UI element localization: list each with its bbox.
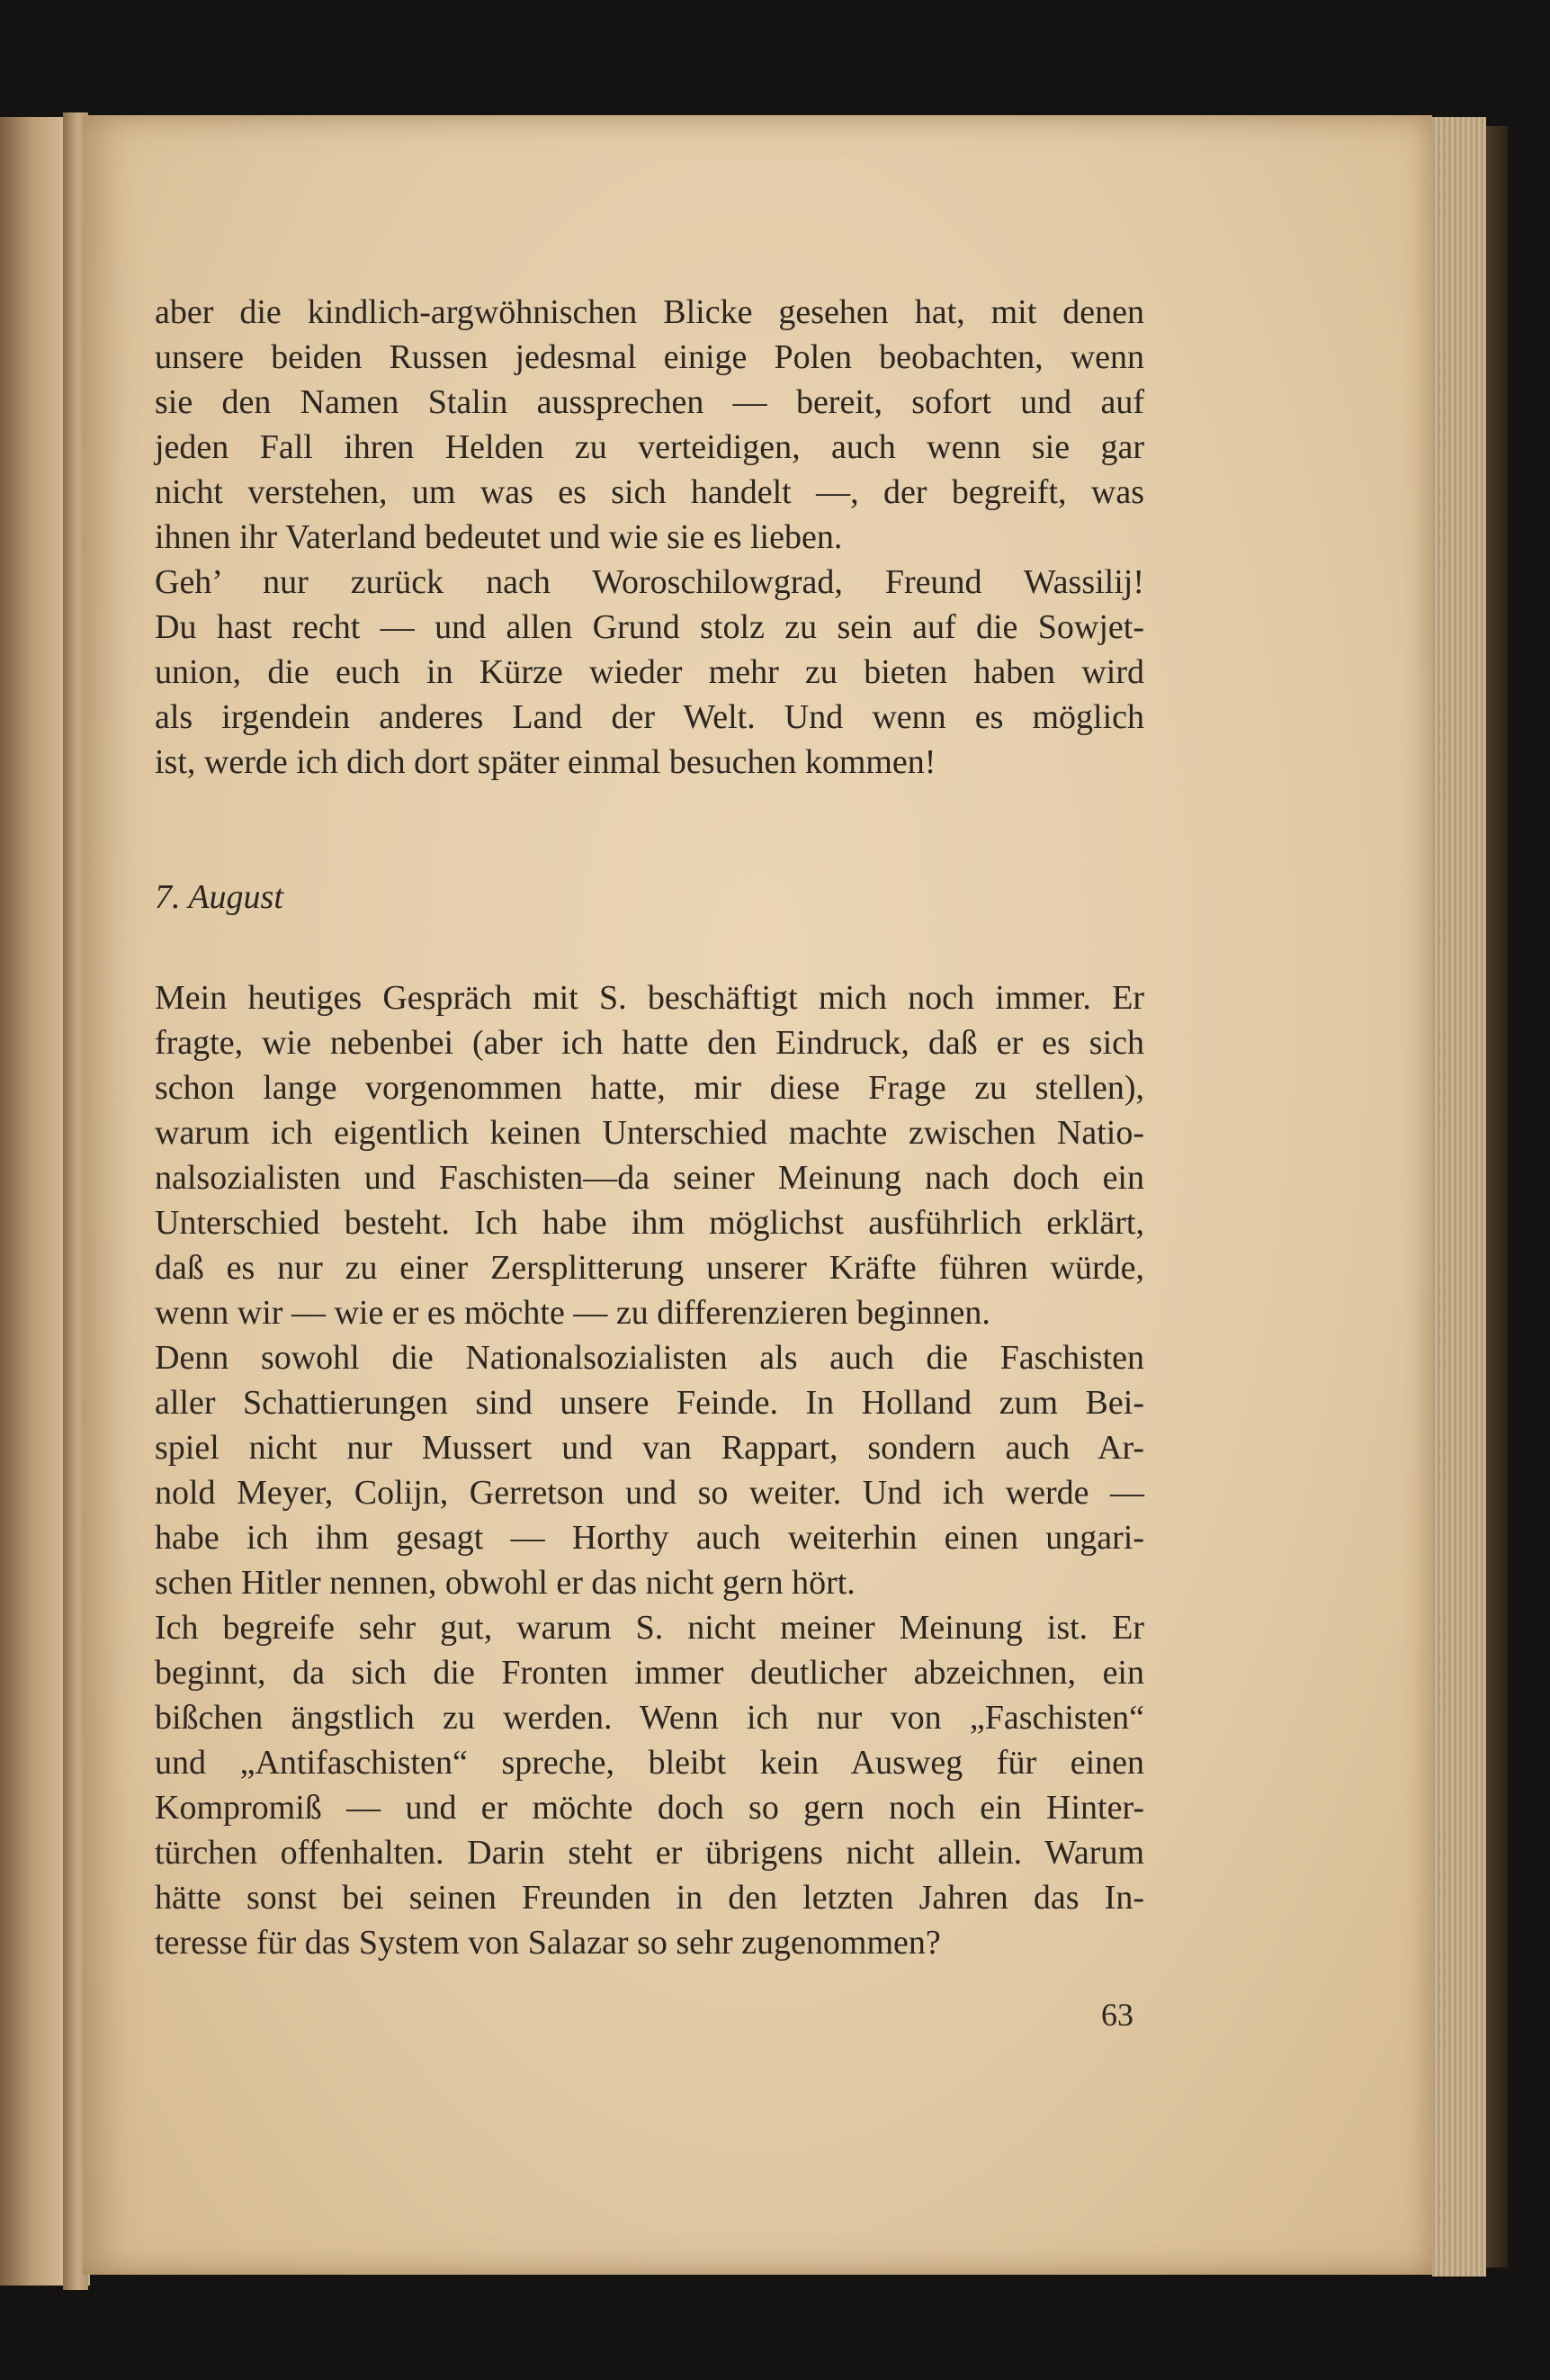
text-line: und „Antifaschisten“ spreche, bleibt kein Ausweg für einen xyxy=(155,1744,1144,1782)
text-line: ist, werde ich dich dort später einmal besuchen kommen! xyxy=(155,743,936,781)
text-line: Unterschied besteht. Ich habe ihm möglichst ausführlich erklärt, xyxy=(155,1204,1144,1242)
text-line: nalsozialisten und Faschisten—da seiner Meinung nach doch ein xyxy=(155,1159,1144,1197)
text-line: schon lange vorgenommen hatte, mir diese Frage zu stellen), xyxy=(155,1069,1144,1107)
paragraph xyxy=(155,1605,1144,1965)
text-line: als irgendein anderes Land der Welt. Und wenn es möglich xyxy=(155,698,1144,736)
text-line: sie den Namen Stalin aussprechen — bereit, sofort und auf xyxy=(155,383,1144,421)
text-line: Geh’ nur zurück nach Woroschilowgrad, Freund Wassilij! xyxy=(155,563,1144,601)
text-line: nicht verstehen, um was es sich handelt —, der begreift, was xyxy=(155,473,1144,511)
text-line: aber die kindlich-argwöhnischen Blicke gesehen hat, mit denen xyxy=(155,293,1144,331)
text-line: fragte, wie nebenbei (aber ich hatte den Eindruck, daß er es sich xyxy=(155,1024,1144,1062)
text-line: unsere beiden Russen jedesmal einige Polen beobachten, wenn xyxy=(155,338,1144,376)
text-line: warum ich eigentlich keinen Unterschied machte zwischen Natio- xyxy=(155,1114,1144,1152)
text-line: beginnt, da sich die Fronten immer deutlicher abzeichnen, ein xyxy=(155,1654,1144,1692)
text-line: habe ich ihm gesagt — Horthy auch weiterhin einen ungari- xyxy=(155,1519,1144,1557)
page-text xyxy=(155,290,1144,1965)
text-line: Ich begreife sehr gut, warum S. nicht meiner Meinung ist. Er xyxy=(155,1609,1144,1647)
paragraph xyxy=(155,975,1144,1335)
text-line: spiel nicht nur Mussert und van Rappart, sondern auch Ar- xyxy=(155,1429,1144,1467)
text-line: teresse für das System von Salazar so sehr zugenommen? xyxy=(155,1924,941,1962)
text-line: türchen offenhalten. Darin steht er übrigens nicht allein. Warum xyxy=(155,1834,1144,1872)
text-line: Mein heutiges Gespräch mit S. beschäftigt mich noch immer. Er xyxy=(155,979,1144,1017)
text-line: nold Meyer, Colijn, Gerretson und so weiter. Und ich werde — xyxy=(155,1474,1144,1512)
text-line: schen Hitler nennen, obwohl er das nicht gern hört. xyxy=(155,1564,856,1602)
book-cover-edge xyxy=(1486,126,1508,2268)
text-line: union, die euch in Kürze wieder mehr zu bieten haben wird xyxy=(155,653,1144,691)
text-line: wenn wir — wie er es möchte — zu differenzieren beginnen. xyxy=(155,1294,990,1332)
text-line: Kompromiß — und er möchte doch so gern noch ein Hinter- xyxy=(155,1789,1144,1827)
date-heading: 7. August xyxy=(155,878,283,916)
paragraph xyxy=(155,560,1144,785)
text-line: Du hast recht — und allen Grund stolz zu sein auf die Sowjet- xyxy=(155,608,1144,646)
page-stack-edge xyxy=(1432,117,1486,2277)
text-line: aller Schattierungen sind unsere Feinde. In Holland zum Bei- xyxy=(155,1384,1144,1422)
page-number: 63 xyxy=(1101,1997,1133,2033)
text-line: Denn sowohl die Nationalsozialisten als auch die Faschisten xyxy=(155,1339,1144,1377)
paragraph xyxy=(155,1335,1144,1605)
text-line: ihnen ihr Vaterland bedeutet und wie sie es lieben. xyxy=(155,518,843,556)
paragraph xyxy=(155,290,1144,560)
text-line: daß es nur zu einer Zersplitterung unserer Kräfte führen würde, xyxy=(155,1249,1144,1287)
text-line: jeden Fall ihren Helden zu verteidigen, auch wenn sie gar xyxy=(155,428,1144,466)
text-line: bißchen ängstlich zu werden. Wenn ich nur von „Faschisten“ xyxy=(155,1699,1144,1737)
text-line: hätte sonst bei seinen Freunden in den letzten Jahren das In- xyxy=(155,1879,1144,1917)
